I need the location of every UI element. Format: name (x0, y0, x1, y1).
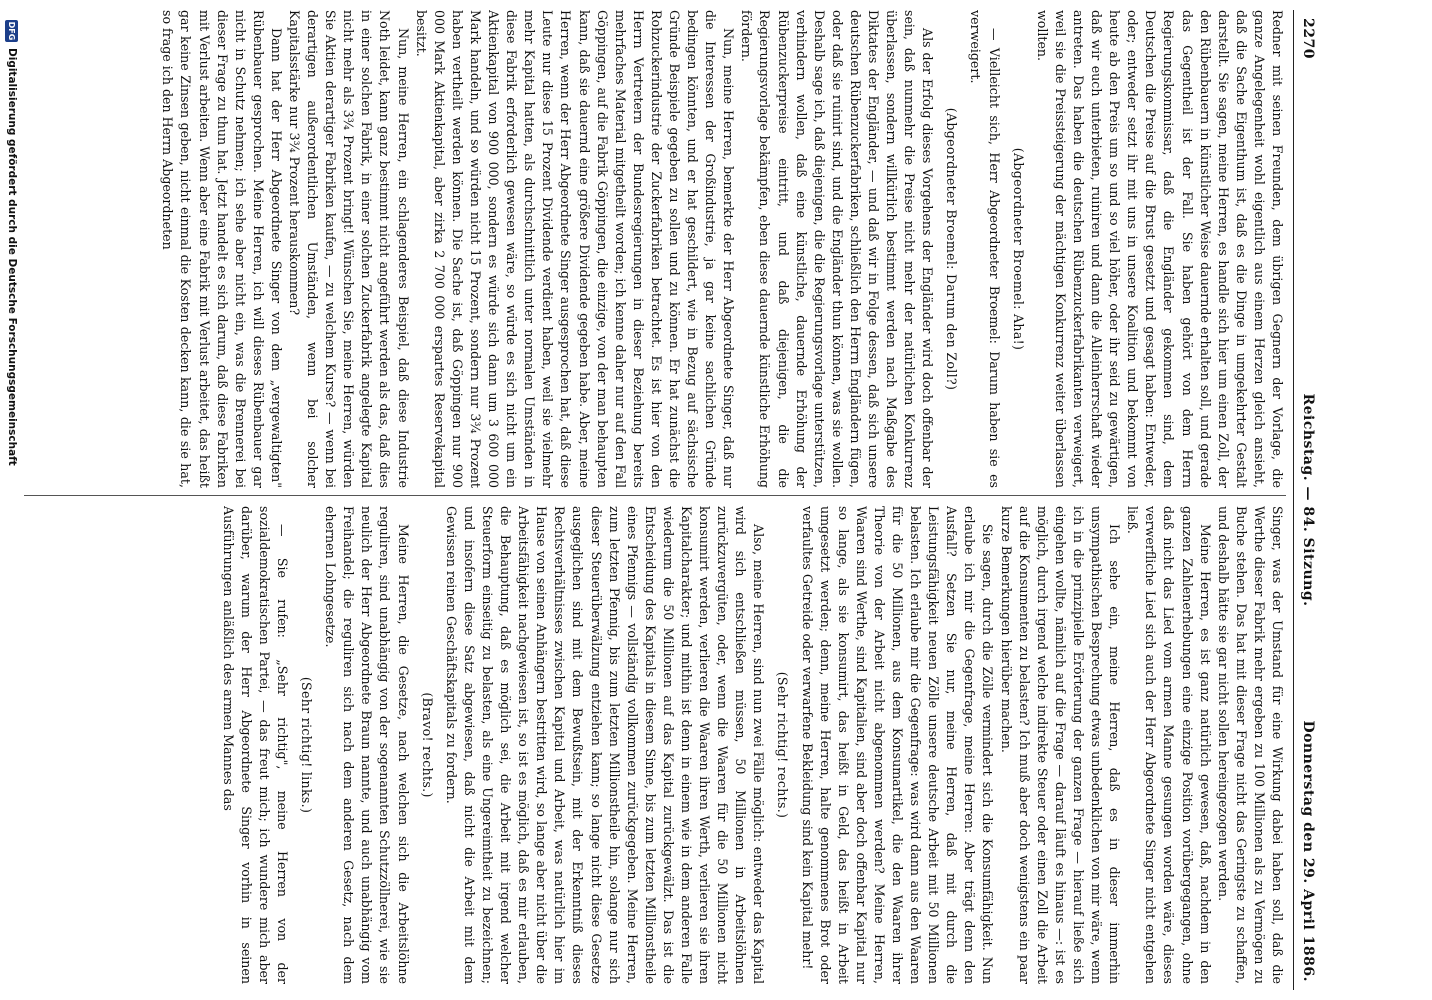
digitization-footer (4, 20, 20, 980)
digitization-note: Digitalisierung gefördert durch die Deutsche Forschungsgemeinschaft (6, 48, 18, 466)
paragraph: Ich sehe ein, meine Herren, daß es in dieser immerhin unsympathischen Besprechung etwas unbedenklichen von mir wäre, wenn ich in die prinzipielle Erörterung der ganzen Frage — hierauf ließe sich eingehen wollte, nämlich auf die Frage — darauf läuft es hinaus —: ist es möglich, durch irgend welche indirekte Steuer oder einen Zoll die Arbeit auf die Konsumenten zu belasten? Ich muß aber doch wenigstens ein paar kurze Bemerkungen hierüber machen. (998, 506, 1123, 984)
right-column (24, 506, 1286, 984)
interjection: (Sehr richtig! rechts.) (775, 671, 791, 819)
interjection: (Abgeordneter Broemel: Darum den Zoll?) (944, 107, 960, 391)
paragraph: Nun, meine Herren, bemerkte der Herr Abgeordnete Singer, daß nur die Interessen der Großindustrie, ja gar keine sachlichen Gründe bedingen könnten, und er hat geschildert, wie in Bezug auf sächsische Gründe Beispiele gegeben zu sollen und zu können. Er hat zunächst die Rohzuckerindustrie der Zuckerfabriken betrachtet. Es ist hier von den Herrn Vertretern der Bundesregierungen in dieser Beziehung bereits mehrfaches Material mitgetheilt worden; ich kenne daher nur auf den Fall Göppingen, auf die Fabrik Göppingen, die einzige, von der man behaupten kann, daß sie dauernd eine größere Dividende gegeben habe. Aber, meine Herren, wenn der Herr Abgeordnete Singer ausgesprochen hat, daß diese Leute nur diese 15 Prozent Dividende verdient haben, weil sie vielmehr mehr Kapital hatten, als durchschnittlich unter normalen Umständen in diese Fabrik erforderlich gewesen wäre, so würde es sich nicht um ein Aktienkapital von 900 000, sondern es würde sich dann um 3 600 000 Mark handeln, und so würden nicht 15 Prozent, sondern nur 3¾ Prozent haben vertheilt werden können. Die Sache ist, daß Göppingen nur 900 000 Mark Aktienkapital, aber zirka 2 700 000 erspartes Reservekapital besitzt. (413, 10, 737, 488)
running-head (1293, 10, 1316, 990)
paragraph: — Vielleicht sich, Herr Abgeordneter Broemel: Darum haben sie es verweigert. (968, 10, 1002, 488)
dfg-logo-icon: DFG (7, 21, 17, 41)
paragraph: Nun, meine Herren, ein schlagenderes Beispiel, daß diese Industrie Noth leidet, kann ganz bestimmt nicht angeführt werden als das, daß dies in einer solchen Fabrik, in einer solchen Zuckerfabrik angelegte Kapital nicht mehr als 3¾ Prozent bringt! Wünschen Sie, meine Herren, würden Sie Aktien derartiger Fabriken kaufen, — zu welchem Kurse? — wenn bei derartigen außerordentlichen Umständen, wenn bei solcher Kapitalsstärke nur 3¾ Prozent herauskommen? (287, 10, 411, 488)
column-divider (24, 495, 1286, 496)
paragraph: Meine Herren, die Gesetze, nach welchen sich die Arbeitslöhne reguliren, sind unabhängig von der sogenannten Schutzzöllnerei, wie sie neulich der Herr Abgeordnete Braun nannte, und auch unabhängig vom Freihandel; die reguliren sich nach dem anderen Gesetz, nach dem ehernen Lohngesetze. (323, 506, 411, 984)
paragraph: Sie sagen, durch die Zölle vermindert sich die Konsumfähigkeit. Nun erlaube ich mir die Gegenfrage, meine Herren: Aber trägt denn den Ausfall? Setzen Sie nur, meine Herren, daß mit durch die Leistungsfähigkeit neuen Zölle unsere deutsche Arbeit mit 50 Millionen belasten. Ich erlaube mir die Gegenfrage: was wird dann aus den Waaren für die 50 Millionen, aus dem Konsumartikel, die den Waaren ihrer Theorie von der Arbeit nicht abgenommen werden? Meine Herren, Waaren sind Werthe, sind Kapitalien, sind aber doch offenbar Kapital nur so lange, als sie konsumirt, das heißt in Geld, das heißt in Arbeit umgesetzt werden; denn, meine Herren, halte genommenes Brot oder verfaultes Getreide oder verwarfene Bekleidung sind kein Kapital mehr! (799, 506, 996, 984)
session-date: Donnerstag den 29. April 1886. (1300, 720, 1316, 982)
page-number: 2270 (1300, 18, 1316, 59)
paragraph: — Sie rufen: „Sehr richtig", meine Herren von der sozialdemokratischen Partei, — das freut mich; ich wundere mich aber darüber, warum der Herr Abgeordnete Singer vorhin in seinen Ausführungen anläßlich des armen Mannes das (220, 506, 291, 984)
paragraph: Also, meine Herren, sind nun zwei Fälle möglich: entweder das Kapital wird sich entschließen müssen, 50 Millionen in Arbeitslöhnen zurückzuvergüten, oder, wenn die Waaren für die 50 Millionen nicht konsumirt werden, verlieren die Waaren ihren Werth, verlieren sie ihren Kapitalcharakter; und mithin ist denn in einem wie in dem anderen Falle wiederum die 50 Millionen auf das Kapital zurückgewälzt. Das ist die Entscheidung des Kapitals in diesem Sinne, bis zum letzten Millionstheile eines Pfennigs — vollständig vollkommen zurückgegeben. Meine Herren, zum letzten Pfennig, bis zum letzten Millionstheile hin, solange nur sich dieser Steuerüberwälzung entziehen kann; so lange nicht diese Gesetze ausgeglichen sind mit dem Bewußtsein, mit der Erkenntniß dieses Rechtsverhältnisses zwischen Kapital und Arbeit, was natürlich hier im Hause von seinen Anhängern bestritten wird, so lange aber nicht über die Arbeitsfähigkeit nachgewiesen ist, so ist es möglich, daß es mir erlauben, die Behauptung, daß es möglich sei, die Arbeit mit irgend welcher Steuerform einseitig zu belasten, als eine Ungereimtheit zu bezeichnen; und insofern diese Satz abgewiesen, daß nicht die Arbeit mit dem Gewissen reinen Geschäftskapitals zu fordern. (443, 506, 767, 984)
left-column (24, 10, 1286, 488)
paragraph: Dann hat der Herr Abgeordnete Singer von dem „vergewaltigten" Rübenbauer gesprochen. Meine Herren, ich will dieses Rübenbauer gar nicht in Schutz nehmen; ich sehe aber nicht ein, was die Brennerei bei dieser Frage zu thun hat. Jetzt handelt es sich darum, daß diese Fabriken mit Verlust arbeiten. Wenn aber eine Fabrik mit Verlust arbeitet, das heißt gar keine Zinsen geben, nicht einmal die Kosten decken kann, die sie hat, so frage ich den Herrn Abgeordneten (160, 10, 284, 488)
interjection: (Sehr richtig! links.) (299, 676, 315, 814)
interjection: (Bravo! rechts.) (419, 692, 435, 798)
paragraph: Meine Herren, es ist ganz natürlich gewesen, daß, nachdem in den ganzen Zahlenerhebungen eine einzige Position vorübergegangen, ohne daß nicht das Lied vom armen Manne gesungen worden wäre, dieses verwerfliche Lied sich auch der Herr Abgeordnete Singer nicht entgehen ließ. (1125, 506, 1213, 984)
paragraph-continued: Redner mit seinen Freunden, dem übrigen Gegnern der Vorlage, die ganze Angelegenheit wohl eigentlich aus einem Herzen gleich ansieht, daß die Sache Eigenthum ist, daß es die Dinge in umgekehrter Gestalt darstellt. Sie sagen, meine Herren, es handle sich hier um einen Zoll, der den Rübenbauern in künstlicher Weise dauernde erhalten soll, und gerade das Gegentheil ist der Fall. Sie haben gehört von dem Herrn Regierungskommissar, daß die Engländer gekommen sind, dem Deutschen die Preise auf die Brust gesetzt und gesagt haben: Entweder, oder; entweder setzt ihr mit uns in unsere Koalition und bekommt von heute ab den Preis um so und so viel höher, oder ihr seid zu gewärtigen, daß wir euch unterbieten, ruiniren und dann die Alleinherrschaft wieder antreten. Das haben die deutschen Rübenzuckerfabrikanten verweigert, weil sie die Preissteigerung der mächtigen Konkurrenz weiter überlassen wollten. (1034, 10, 1285, 488)
paragraph-continued: Singer, was der Umstand für eine Wirkung dabei haben soll, daß die Werthe dieser Fabrik mehr ergeben zu 100 Millionen als zu Vermögen zu Buche stehen. Das hat mit dieser Frage nicht das Geringste zu schaffen, und deshalb hätte sie gar nicht sollen hereingezogen werden. (1215, 506, 1285, 984)
interjection: (Abgeordneter Broemel: Aha!) (1010, 147, 1026, 351)
journal-title: Reichstag. — 84. Sitzung. (1300, 393, 1316, 607)
paragraph: Als der Erfolg dieses Vorgehens der Engländer wird doch offenbar der sein, daß nunmehr die Preise nicht mehr der natürlichen Konkurrenz überlassen, sondern willkürlich bestimmt werden nach Maßgabe des Diktates der Engländer, — und daß wir in Folge dessen, daß sich unsere deutschen Rübenzuckerfabriken, schließlich den Herrn Engländern fügen, oder daß sie ruinirt sind, und die Engländer thun können, was sie wollen. Deshalb sage ich, daß diejenigen, die die Regierungsvorlage unterstützen, verhindern wollen, daß eine künstliche, dauernde Erhöhung der Rübenzuckerpreise eintritt, und daß diejenigen, die die Regierungsvorlage bekämpfen, eben diese dauernde künstliche Erhöhung fördern. (739, 10, 936, 488)
